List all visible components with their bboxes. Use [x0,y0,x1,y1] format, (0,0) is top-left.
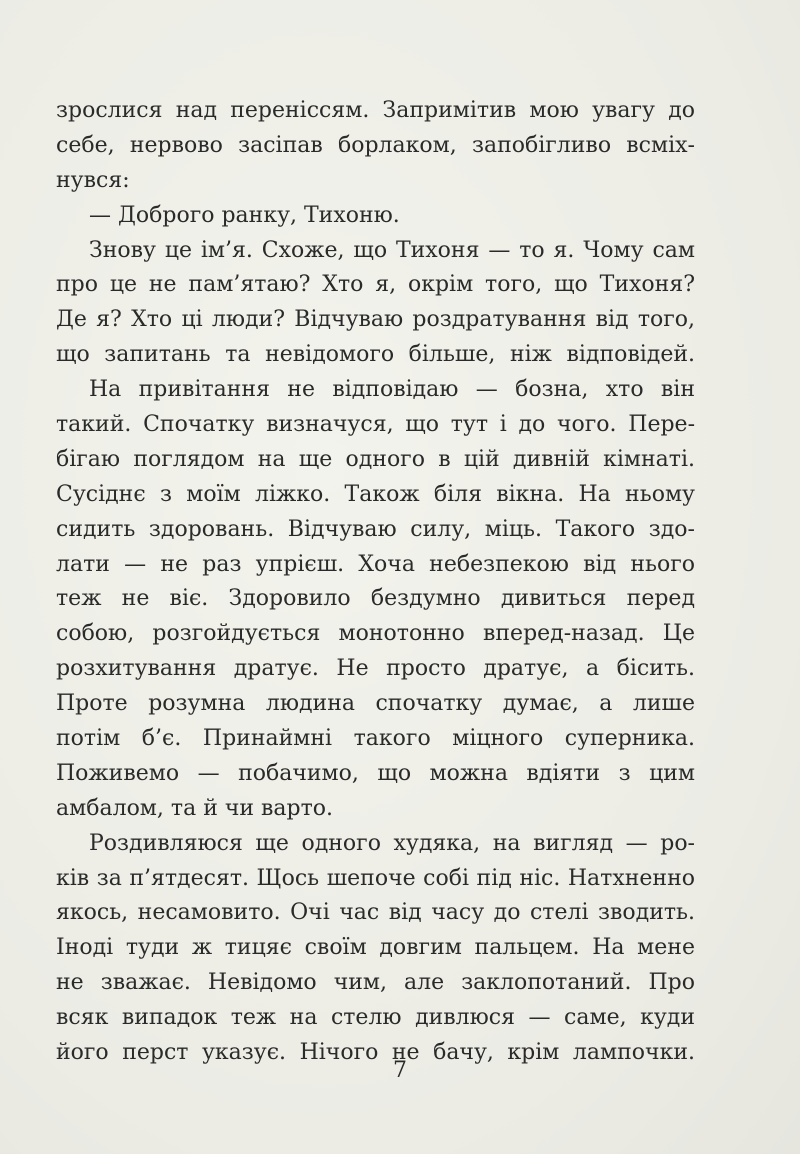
text-line: всяк випадок теж на стелю дивлюся — саме, куди [56,1005,695,1031]
text-line: такий. Спочатку визначуся, що тут і до чого. Пере- [56,412,695,438]
text-line: амбалом, та й чи варто. [56,795,334,821]
page-text [56,94,695,1071]
text-line: собою, розгойдується монотонно вперед-назад. Це [56,621,695,647]
text-line: лати — не раз упрієш. Хоча небезпекою від нього [56,551,695,577]
text-line: бігаю поглядом на ще одного в цій дивній кімнаті. [56,446,695,472]
text-line: Знову це ім’я. Схоже, що Тихоня — то я. Чому сам [89,237,695,263]
text-line: Сусіднє з моїм ліжко. Також біля вікна. На ньому [56,481,695,507]
text-line: розхитування дратує. Не просто дратує, а бісить. [56,656,695,682]
text-line: сидить здоровань. Відчуваю силу, міць. Такого здо- [56,516,695,542]
text-line: Роздивляюся ще одного худяка, на вигляд — ро- [89,830,695,856]
text-line: якось, несамовито. Очі час від часу до стелі зводить. [56,900,695,926]
page-number: 7 [393,1058,407,1083]
text-line: його перст указує. Нічого не бачу, крім лампочки. [56,1040,695,1066]
text-line: потім б’є. Принаймні такого міцного суперника. [56,726,695,752]
text-line: ків за п’ятдесят. Щось шепоче собі під ніс. Натхненно [56,865,695,891]
text-line: теж не віє. Здоровило бездумно дивиться перед [56,586,695,612]
text-line: Поживемо — побачимо, що можна вдіяти з цим [56,760,695,786]
text-line: Іноді туди ж тицяє своїм довгим пальцем. На мене [56,935,695,961]
text-line: зрослися над переніссям. Запримітив мою увагу до [56,98,695,123]
text-line: Де я? Хто ці люди? Відчуваю роздратування від того, [56,307,695,333]
text-line: що запитань та невідомого більше, ніж відповідей. [56,342,695,368]
text-line: Проте розумна людина спочатку думає, а лише [56,691,695,717]
text-line: нувся: [56,167,130,193]
text-line: про це не пам’ятаю? Хто я, окрім того, що Тихоня? [56,272,695,298]
text-line: не зважає. Невідомо чим, але заклопотаний. Про [56,970,695,996]
text-line: На привітання не відповідаю — бозна, хто він [89,377,695,403]
text-line: себе, нервово засіпав борлаком, запобігливо всміх- [56,132,695,158]
dialogue-line: — Доброго ранку, Тихоню. [89,202,400,228]
